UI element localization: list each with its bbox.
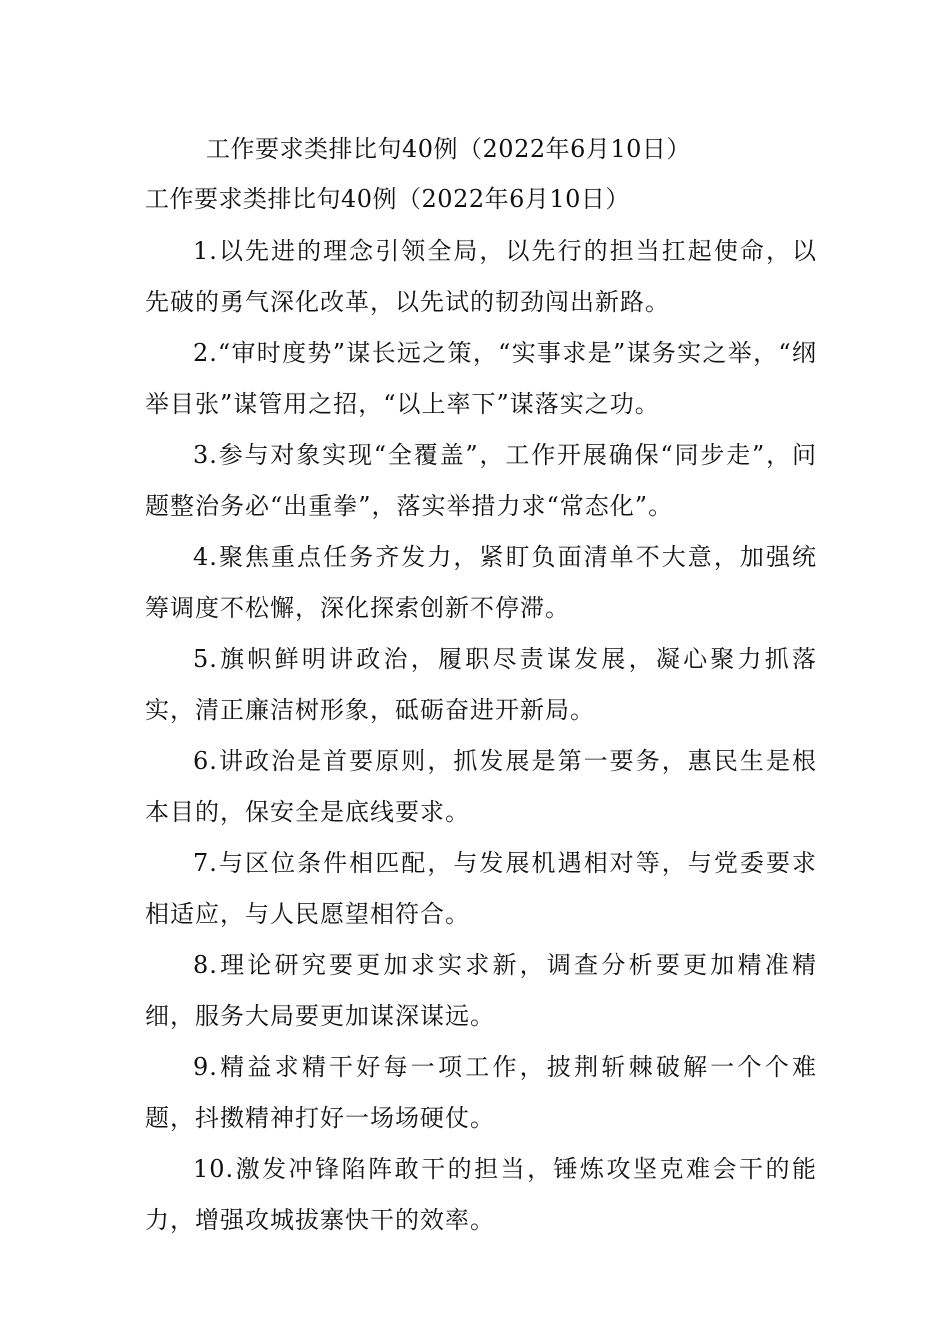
list-item: 9.精益求精干好每一项工作，披荆斩棘破解一个个难题，抖擞精神打好一场场硬仗。 — [145, 1053, 817, 1132]
item-list — [145, 226, 817, 1246]
list-item: 4.聚焦重点任务齐发力，紧盯负面清单不大意，加强统筹调度不松懈，深化探索创新不停滞。 — [145, 543, 817, 622]
list-item: 3.参与对象实现“全覆盖”，工作开展确保“同步走”，问题整治务必“出重拳”，落实举措力求“常态化”。 — [145, 441, 817, 520]
list-item: 2.“审时度势”谋长远之策，“实事求是”谋务实之举，“纲举目张”谋管用之招，“以上率下”谋落实之功。 — [145, 339, 817, 418]
document-subtitle: 工作要求类排比句40例（2022年6月10日） — [145, 185, 630, 213]
list-item: 8.理论研究要更加求实求新，调查分析要更加精准精细，服务大局要更加谋深谋远。 — [145, 951, 817, 1030]
list-item: 10.激发冲锋陷阵敢干的担当，锤炼攻坚克难会干的能力，增强攻城拔寨快干的效率。 — [145, 1155, 817, 1234]
list-item: 6.讲政治是首要原则，抓发展是第一要务，惠民生是根本目的，保安全是底线要求。 — [145, 747, 817, 826]
list-item: 7.与区位条件相匹配，与发展机遇相对等，与党委要求相适应，与人民愿望相符合。 — [145, 849, 817, 928]
document-title: 工作要求类排比句40例（2022年6月10日） — [206, 135, 691, 163]
list-item: 1.以先进的理念引领全局，以先行的担当扛起使命，以先破的勇气深化改革，以先试的韧劲闯出新路。 — [145, 237, 817, 316]
list-item: 5.旗帜鲜明讲政治，履职尽责谋发展，凝心聚力抓落实，清正廉洁树形象，砥砺奋进开新局。 — [145, 645, 817, 724]
